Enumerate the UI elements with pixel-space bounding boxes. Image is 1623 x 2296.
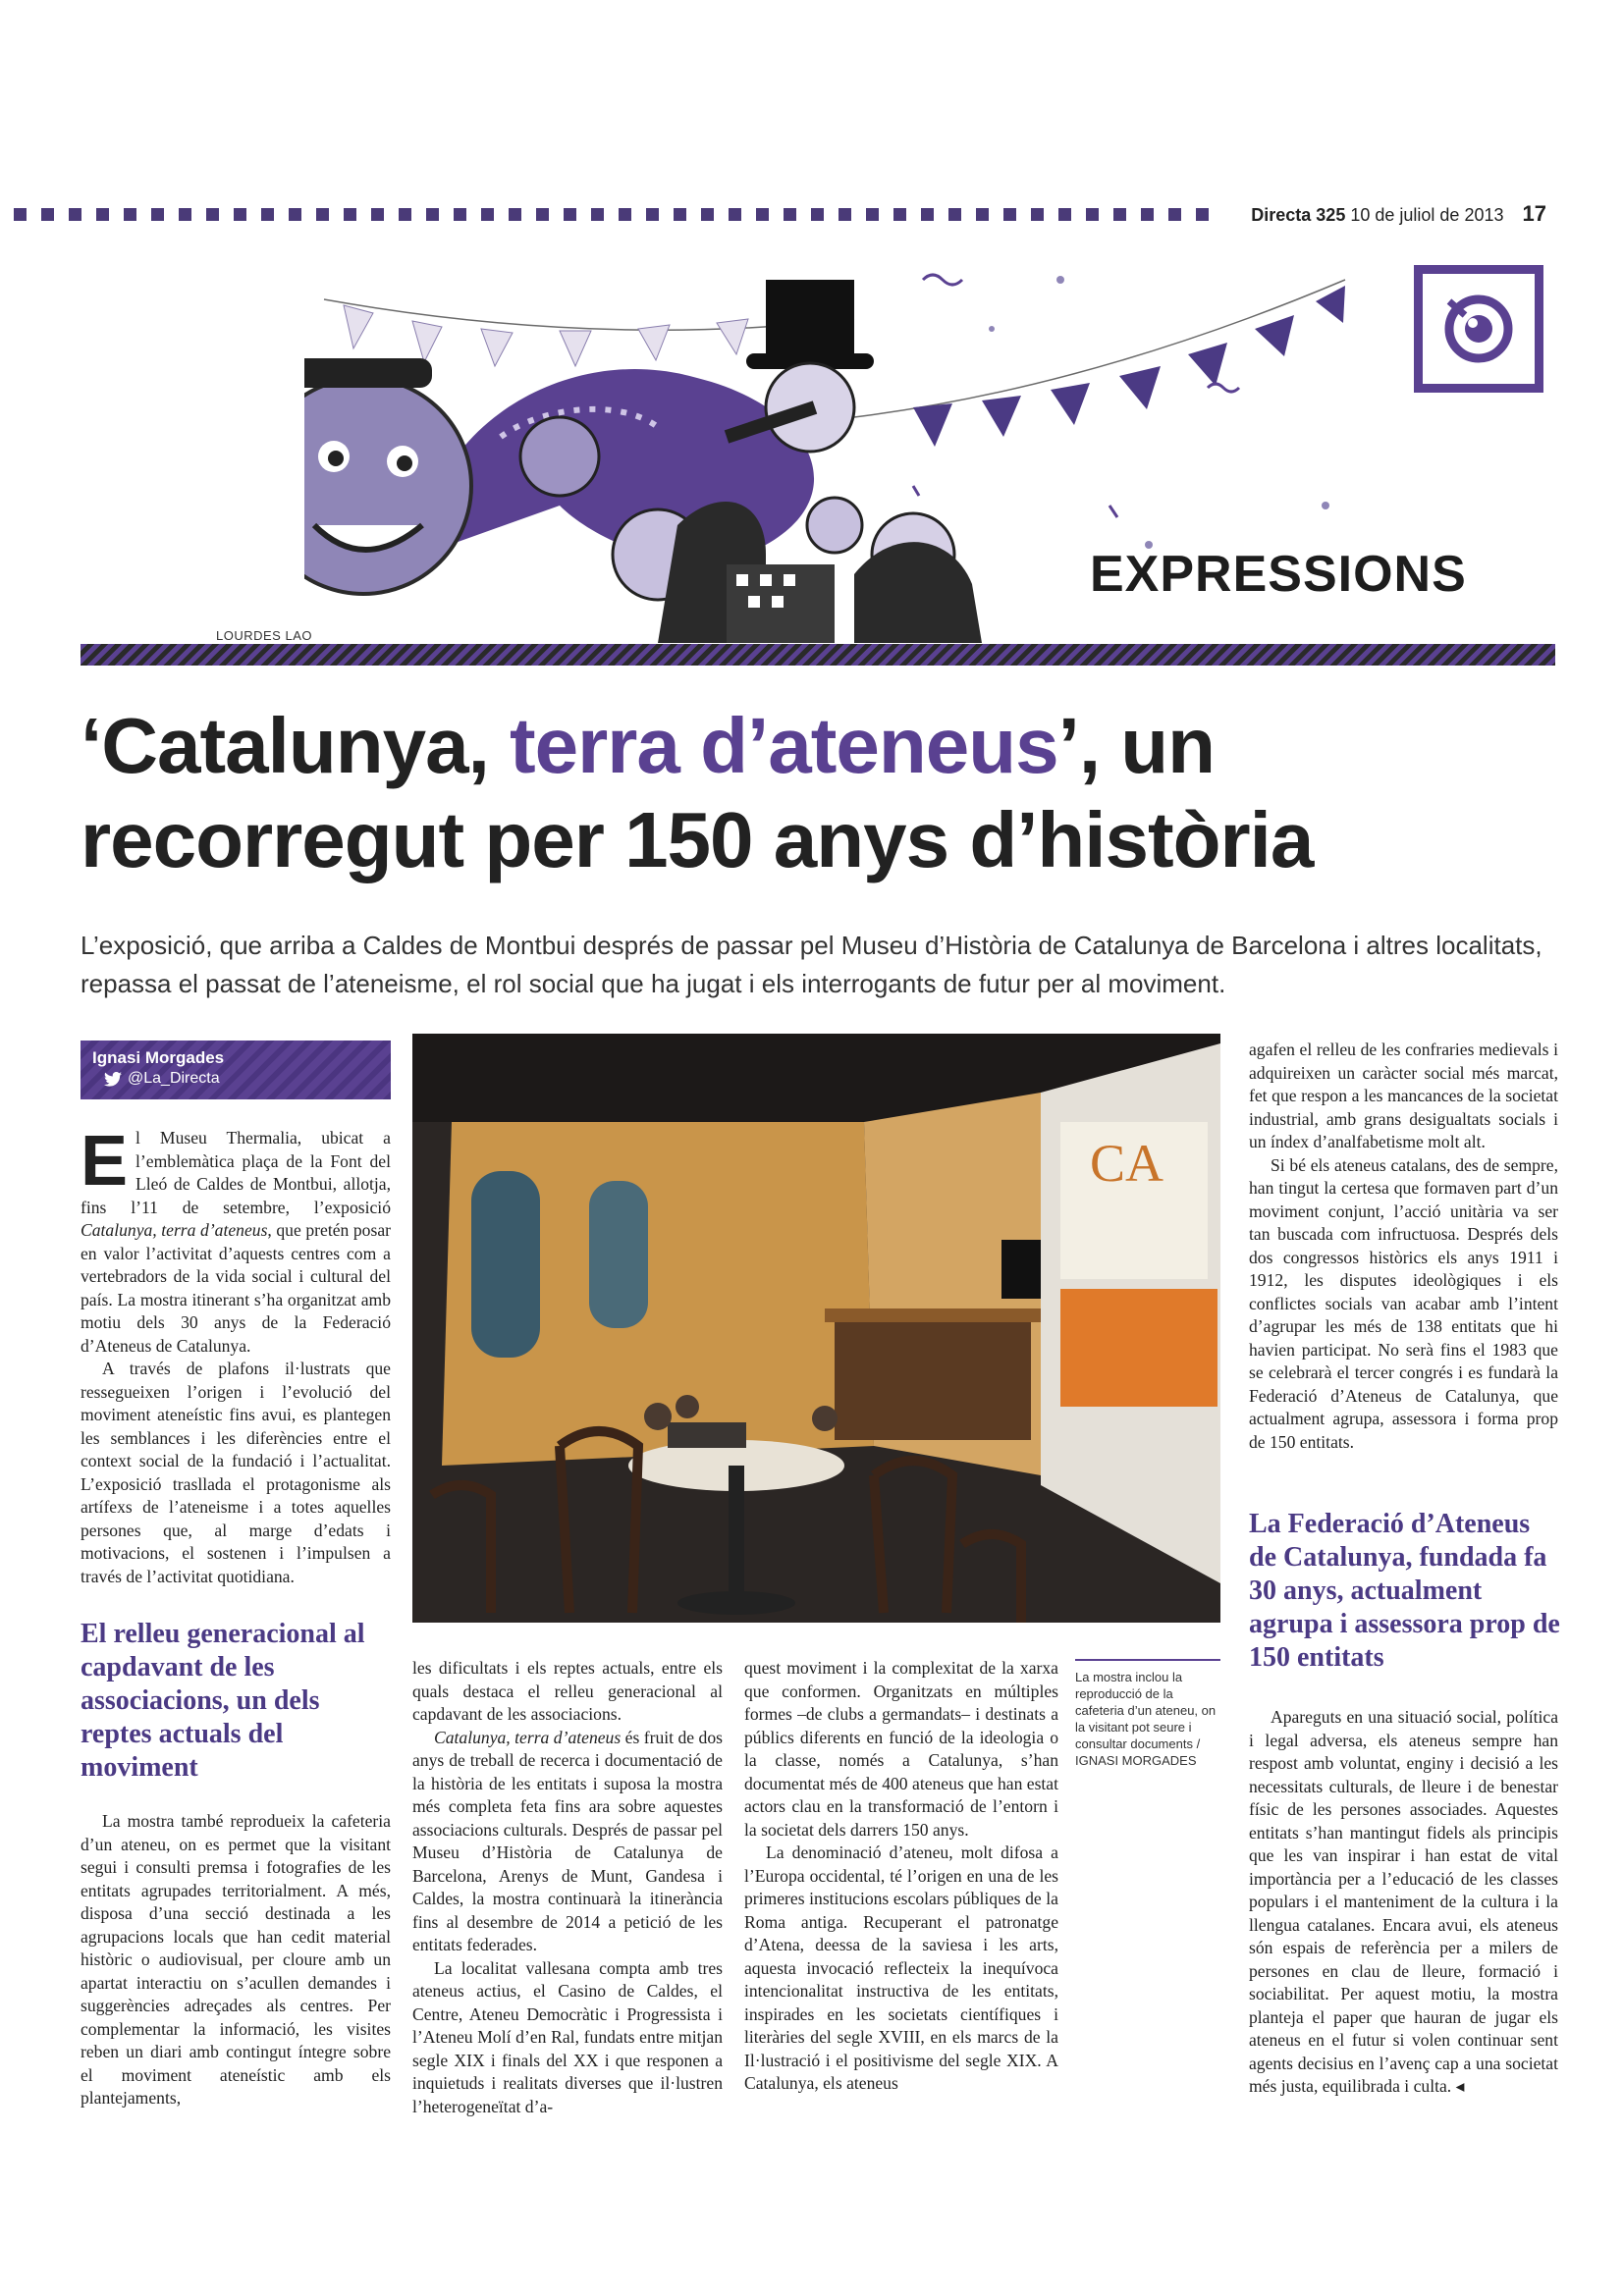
page-title	[81, 699, 1573, 887]
header-dotted-rule	[14, 208, 1221, 221]
title-part-2: ’, un recorregut per 150 anys d’història	[81, 702, 1314, 883]
panel-logo-text: CA	[1090, 1134, 1164, 1193]
subhead-2: La Federació d’Ateneus de Catalunya, fundada fa 30 anys, actualment agrupa i assessora prop de 150 entitats	[1249, 1509, 1560, 1673]
lead-paragraph	[81, 1122, 391, 1358]
page-number: 17	[1522, 201, 1546, 226]
exhibition-title: Catalunya, terra d’ateneus	[434, 1727, 622, 1747]
paragraph: les dificultats i els reptes actuals, entre els quals destaca el relleu generacional al capdavant de les associacions.	[412, 1658, 723, 1724]
author-name: Ignasi Morgades	[92, 1048, 225, 1067]
publication-name: Directa 325	[1251, 205, 1346, 225]
cafeteria-photo	[412, 1034, 1220, 1623]
exhibition-title: Catalunya, terra d’ateneus	[81, 1220, 268, 1240]
lead-text-a: l Museu Thermalia, ubicat a l’emblemàtica plaça de la Font del Lleó de Caldes de Montbui, allotja, fins l’11 de setembre, l’exposició	[81, 1128, 391, 1217]
eye-spiral-icon	[1439, 290, 1518, 368]
subhead-1: El relleu generacional al capdavant de les associacions, un dels reptes actuals del moviment	[81, 1619, 365, 1783]
column-3	[744, 1657, 1058, 2096]
twitter-icon	[104, 1072, 122, 1087]
twitter-handle: @La_Directa	[128, 1070, 220, 1087]
author-twitter[interactable]	[92, 1070, 379, 1088]
section-title: EXPRESSIONS	[1090, 546, 1467, 603]
section-logo	[1414, 265, 1543, 393]
issue-date: 10 de juliol de 2013	[1350, 205, 1504, 225]
column-4-continued	[1249, 1706, 1558, 2099]
title-part-1: ‘Catalunya,	[81, 702, 511, 789]
standfirst: L’exposició, que arriba a Caldes de Montbui després de passar pel Museu d’Història de Catalunya de Barcelona i altres localitats, repassa el passat de l’ateneisme, el rol social que ha jugat i els interrogants de futur per al moviment.	[81, 931, 1542, 998]
column-2	[412, 1657, 723, 2118]
paragraph: A través de plafons il·lustrats que ressegueixen l’origen i l’evolució del moviment ateneístic fins avui, es plantegen les semblances i les diferències entre el context social de la fundació i l’actualitat. L’exposició trasllada el protagonisme als artífexs de l’ateneisme i a totes aquelles persones que, al marge d’edats i motivacions, el sostenen i l’impulsen a través de l’activitat quotidiana.	[81, 1359, 391, 1586]
paragraph: La denominació d’ateneu, molt difosa a l’Europa occidental, té l’origen en una de les primeres institucions escolars públiques de la Roma antiga. Recuperant el patronatge d’Atena, deessa de la saviesa i les arts, aquesta invocació reflecteix la inequívoca intencionalitat instructiva de les entitats, inspirades en les societats científiques i literàries del segle XVIII, en els marcs de la Il·lustració i el positivisme del segle XIX. A Catalunya, els ateneus	[744, 1842, 1058, 2093]
photo-image	[412, 1034, 1220, 1623]
column-1	[81, 1122, 391, 1588]
paragraph: agafen el relleu de les confraries medievals i adquireixen un caràcter social més marcat, fet que respon a les mancances de la societat industrial, amb grans desigualtats socials i un índex d’analfabetisme molt alt.	[1249, 1040, 1558, 1151]
paragraph: quest moviment i la complexitat de la xarxa que conformen. Organitzats en múltiples formes –de clubs a germandats– i destinats a públics diferents en funció de la ideologia o la classe, només a Catalunya, s’han documentat més de 400 ateneus que han estat actors clau en la transformació de l’entorn i la societat dels darrers 150 anys.	[744, 1658, 1059, 1840]
folio	[1251, 201, 1546, 227]
section-hatch-band	[81, 644, 1555, 666]
paragraph	[412, 1727, 723, 1957]
byline	[81, 1041, 391, 1099]
caption-rule	[1075, 1659, 1220, 1661]
illustration-credit: LOURDES LAO	[216, 628, 312, 643]
paragraph: La mostra també reprodueix la cafeteria d’un ateneu, on es permet que la visitant segui i consulti premsa i fotografies de les entitats agrupades territorialment. A més, disposa d’una secció destinada a les agrupacions locals que han cedit material històric o audiovisual, per cloure amb un apartat interactiu on s’acullen demandes i suggerències adreçades als centres. Per complementar la informació, les visites reben un diari amb contingut íntegre sobre el moviment ateneístic amb els plantejaments,	[81, 1811, 391, 2108]
paragraph-text: és fruit de dos anys de treball de recerca i documentació de la història de les entitats i suposa la mostra més completa feta fins ara sobre aquestes associacions culturals. Després de passar pel Museu d’Història de Catalunya de Barcelona, Arenys de Munt, Gandesa i Caldes, la mostra continuarà la itinerància fins al desembre de 2014 a petició de les entitats federades.	[412, 1727, 723, 1954]
paragraph	[1249, 1706, 1558, 2099]
paragraph: Si bé els ateneus catalans, des de sempre, han tingut la certesa que formaven part d’un moviment conjunt, l’acció unitària va ser tan buscada com infructuosa. Després dels dos congressos històrics els anys 1911 i 1912, les disputes ideològiques i els conflictes socials van acabar amb l’intent d’agrupar les més de 138 entitats que hi havien participat. No serà fins el 1983 que se celebrarà el tercer congrés i es fundarà la Federació d’Ateneus de Catalunya, que actualment agrupa, assessora i forma prop de 150 entitats.	[1249, 1154, 1558, 1452]
drop-cap: E	[81, 1122, 129, 1201]
column-1-continued	[81, 1810, 391, 2110]
column-4	[1249, 1039, 1558, 1454]
title-highlight: terra d’ateneus	[510, 702, 1058, 789]
paragraph: La localitat vallesana compta amb tres ateneus actius, el Casino de Caldes, el Centre, Ateneu Democràtic i Progressista i l’Ateneu Molí d’en Ral, fundats entre mitjan segle XIX i finals del XX i que responen a inquietuds i realitats diverses que il·lustren l’heterogeneïtat d’a-	[412, 1957, 723, 2116]
photo-caption: La mostra inclou la reproducció de la cafeteria d’un ateneu, on la visitant pot seure i consultar documents / IGNASI MORGADES	[1075, 1670, 1217, 1768]
lead-text-b: , que pretén posar en valor l’activitat d’aquests centres com a vertebradors de la vida social i cultural del país. La mostra itinerant s’ha organitzat amb motiu dels 30 anys de la Federació d’Ateneus de Catalunya.	[81, 1220, 391, 1356]
paragraph-text: Apareguts en una situació social, política i legal adversa, els ateneus sempre han respost amb voluntat, enginy i decisió a les necessitats culturals, de lleure i de benestar físic de les persones associades. Aquestes entitats s’han mantingut fidels als principis que les van inspirar i han estat de vital importància per a l’educació de les classes populars i el manteniment de la cultura i la llengua catalanes. Encara avui, els ateneus són espais de referència per a milers de persones en clau de lleure, formació i sociabilitat. Per aquest motiu, la mostra planteja el paper que hauran de jugar els ateneus en el futur si volen continuar sent agents decisius en l’avenç cap a una societat més justa, equilibrada i culta.	[1249, 1707, 1558, 2096]
end-mark: ◂	[1455, 2076, 1465, 2096]
